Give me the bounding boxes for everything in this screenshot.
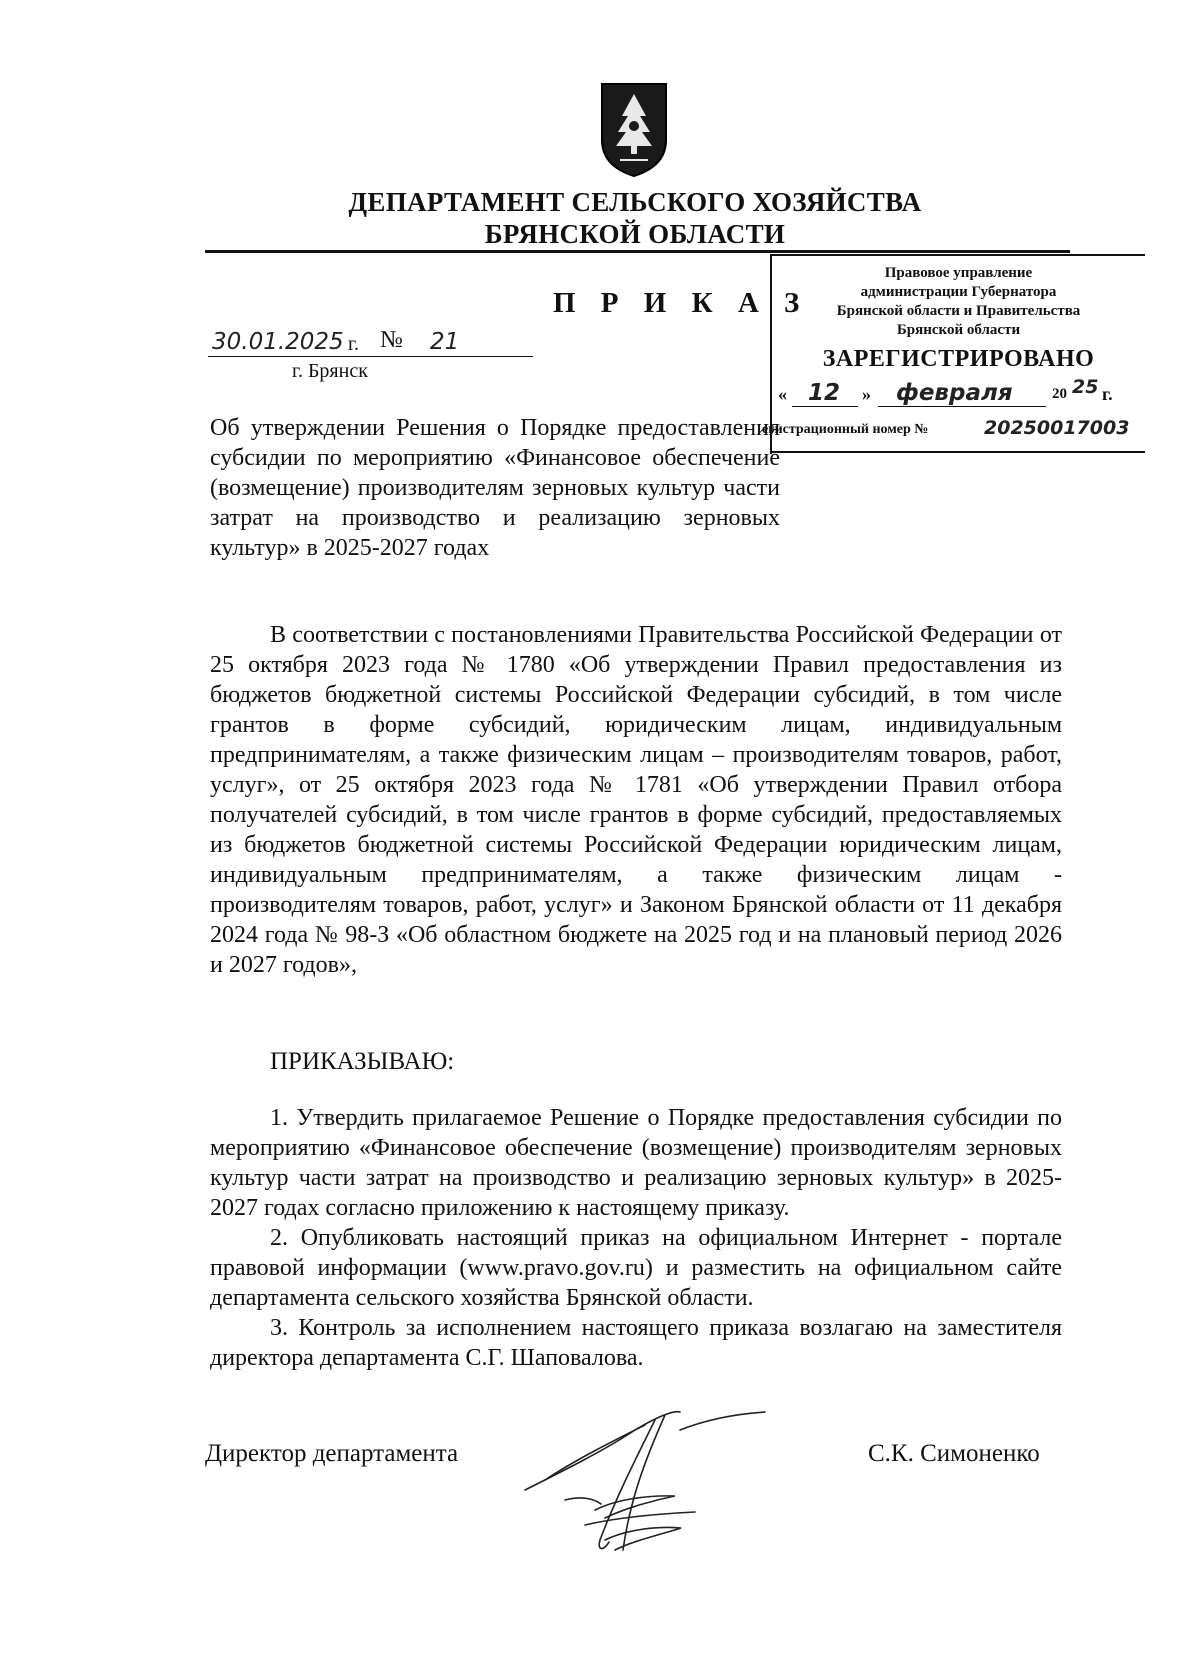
order-number-handwritten: 21	[430, 329, 460, 355]
registration-line2: администрации Губернатора	[860, 284, 1057, 300]
registration-line4: Брянской области	[896, 322, 1021, 338]
registration-year: 25	[1072, 376, 1099, 398]
department-title	[200, 186, 1070, 250]
department-title-line1: ДЕПАРТАМЕНТ СЕЛЬСКОГО ХОЗЯЙСТВА	[348, 187, 922, 217]
registration-number-label: егистрационный номер №	[762, 422, 929, 437]
order-city: г. Брянск	[292, 360, 368, 382]
registration-year-suffix: г.	[1102, 384, 1113, 404]
order-date-suffix: г.	[348, 333, 359, 355]
order-date-number	[208, 327, 533, 359]
registration-day: 12	[808, 380, 841, 406]
order-item-2: 2. Опубликовать настоящий приказ на официальном Интернет - портале правовой информации (www.pravo.gov.ru) и разместить на официальном сайте департамента сельского хозяйства Брянской области.	[210, 1225, 1062, 1311]
order-item-1: 1. Утвердить прилагаемое Решение о Порядке предоставления субсидии по мероприятию «Финансовое обеспечение (возмещение) производителям зерновых культур части затрат на производство и реализацию зерновых культур» в 2025-2027 годах согласно приложению к настоящему приказу.	[210, 1105, 1062, 1221]
order-date-underline	[208, 356, 533, 357]
registration-number	[762, 417, 1145, 445]
registration-number-value: 20250017003	[984, 417, 1130, 439]
signatory-name: С.К. Симоненко	[868, 1440, 1040, 1467]
registration-status: ЗАРЕГИСТРИРОВАНО	[822, 346, 1095, 372]
registration-open-quote: «	[778, 384, 787, 404]
preamble-paragraph: В соответствии с постановлениями Правительства Российской Федерации от 25 октября 2023 года № 1780 «Об утверждении Правил предоставления из бюджетов бюджетной системы Российской Федерации субсидий, в том числе грантов в форме субсидий, юридическим лицам, индивидуальным предпринимателям, а также физическим лицам – производителям товаров, работ, услуг», от 25 октября 2023 года № 1781 «Об утверждении Правил отбора получателей субсидий, в том числе грантов в форме субсидий, предоставляемых из бюджетов бюджетной системы Российской Федерации юридическим лицам, индивидуальным предпринимателям, а также физическим лицам - производителям товаров, работ, услуг» и Законом Брянской области от 11 декабря 2024 года № 98-З «Об областном бюджете на 2025 год и на плановый период 2026 и 2027 годов»,	[210, 622, 1062, 978]
handwritten-signature-icon	[505, 1400, 805, 1560]
order-number-label: №	[380, 327, 403, 353]
department-title-line2: БРЯНСКОЙ ОБЛАСТИ	[484, 219, 786, 249]
registration-line3: Брянской области и Правительства	[836, 303, 1081, 319]
order-item-3: 3. Контроль за исполнением настоящего приказа возлагаю на заместителя директора департамента С.Г. Шаповалова.	[210, 1315, 1062, 1371]
registration-date	[778, 376, 1140, 410]
coat-of-arms-icon	[598, 80, 670, 180]
registration-line1: Правовое управление	[884, 265, 1033, 281]
order-items	[210, 1103, 1062, 1373]
order-subject: Об утверждении Решения о Порядке предоставления субсидии по мероприятию «Финансовое обеспечение (возмещение) производителям зерновых культур части затрат на производство и реализацию зерновых культур» в 2025-2027 годах	[210, 415, 780, 561]
registration-stamp	[762, 254, 1145, 454]
registration-underline	[772, 451, 1145, 453]
registration-year-prefix: 20	[1052, 386, 1067, 402]
order-title: П Р И К А З	[553, 287, 809, 319]
registration-month-underline	[878, 406, 1046, 407]
registration-close-quote: »	[862, 384, 871, 404]
header-divider	[205, 250, 1070, 253]
orders-heading: ПРИКАЗЫВАЮ:	[270, 1048, 455, 1075]
order-date-handwritten: 30.01.2025	[212, 329, 344, 355]
registration-month: февраля	[896, 380, 1013, 406]
registration-day-underline	[792, 406, 858, 407]
signatory-position: Директор департамента	[205, 1440, 459, 1467]
